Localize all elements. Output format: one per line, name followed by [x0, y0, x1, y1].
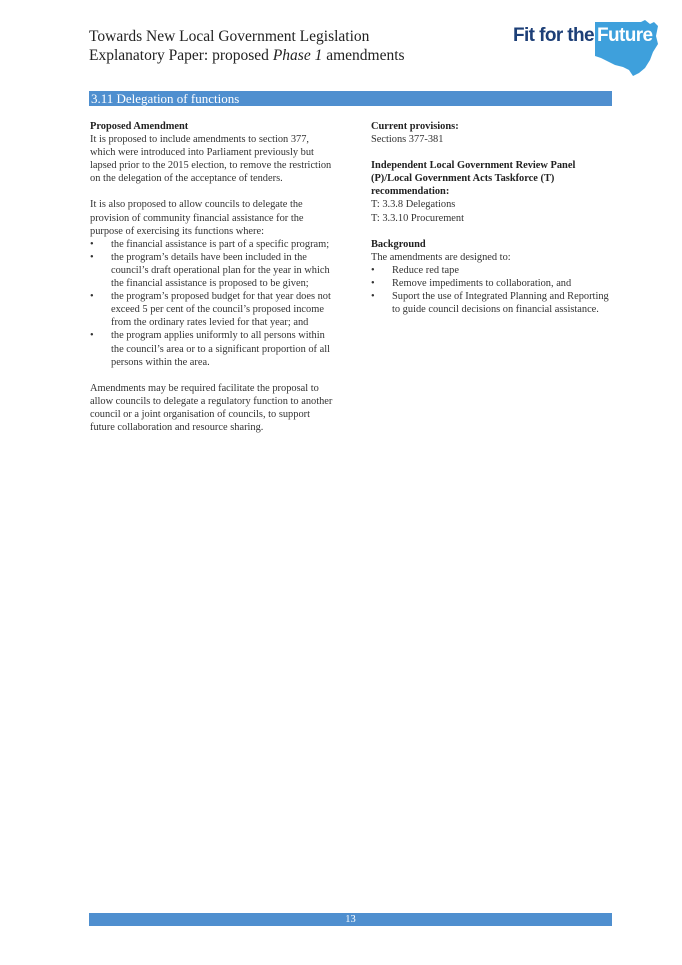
list-item: • the program applies uniformly to all persons within the council’s area or to a significant proportion of all persons within the area.: [90, 330, 330, 368]
bullet-icon: •: [90, 251, 94, 263]
fit-for-the-future-logo: [513, 20, 658, 76]
section-title-bar: [89, 91, 612, 106]
background-list: [371, 264, 617, 316]
list-item: • the program’s proposed budget for that year does not exceed 5 per cent of the council’s proposed income from the ordinary rates levied for that year; and: [90, 291, 331, 329]
conditions-list: [90, 238, 336, 369]
list-item: • the program’s details have been included in the council’s draft operational plan for the year in which the financial assistance is proposed to be given;: [90, 251, 330, 290]
bullet-icon: •: [371, 277, 375, 289]
review-item: T: 3.3.8 Delegations: [371, 199, 456, 211]
header-line-2: Explanatory Paper: proposed Phase 1 amendments: [89, 47, 405, 64]
list-item: • Reduce red tape: [371, 264, 459, 276]
page-number: 13: [345, 914, 356, 925]
review-recommendation-heading: Independent Local Government Review Panel (P)/Local Government Acts Taskforce (T) recommendation:: [371, 160, 576, 198]
logo-text-main: Fit for the: [513, 25, 594, 46]
header-line-1: Towards New Local Government Legislation: [89, 28, 370, 45]
document-header: [89, 27, 405, 65]
right-column: [371, 120, 617, 316]
list-item: • Remove impediments to collaboration, and: [371, 277, 572, 289]
section-title: 3.11 Delegation of functions: [91, 91, 240, 106]
bullet-icon: •: [90, 238, 94, 250]
left-paragraph-3: Amendments may be required facilitate the proposal to allow councils to delegate a regulatory function to another council or a joint organisation of councils, to support future collaboration and resource sharing.: [90, 382, 333, 433]
footer-bar: [89, 913, 612, 926]
review-item: T: 3.3.10 Procurement: [371, 212, 464, 224]
list-item: • the financial assistance is part of a specific program;: [90, 238, 330, 250]
current-provisions-text: Sections 377-381: [371, 134, 444, 146]
bullet-icon: •: [90, 330, 94, 342]
background-heading: Background: [371, 238, 426, 250]
background-intro: The amendments are designed to:: [371, 251, 511, 263]
bullet-icon: •: [371, 291, 375, 303]
logo-text-future: Future: [597, 25, 653, 46]
left-column: [90, 120, 336, 434]
proposed-amendment-heading: Proposed Amendment: [90, 121, 189, 132]
left-paragraph-1: It is proposed to include amendments to section 377, which were introduced into Parliament previously but lapsed prior to the 2015 election, to remove the restriction on the delegation of the acceptance of tenders.: [90, 134, 332, 185]
current-provisions-heading: Current provisions:: [371, 121, 459, 132]
bullet-icon: •: [90, 291, 94, 303]
left-paragraph-2: It is also proposed to allow councils to delegate the provision of community financial assistance for the purpose of exercising its functions where:: [90, 199, 304, 237]
list-item: • Suport the use of Integrated Planning and Reporting to guide council decisions on financial assistance.: [371, 291, 609, 316]
bullet-icon: •: [371, 264, 375, 276]
